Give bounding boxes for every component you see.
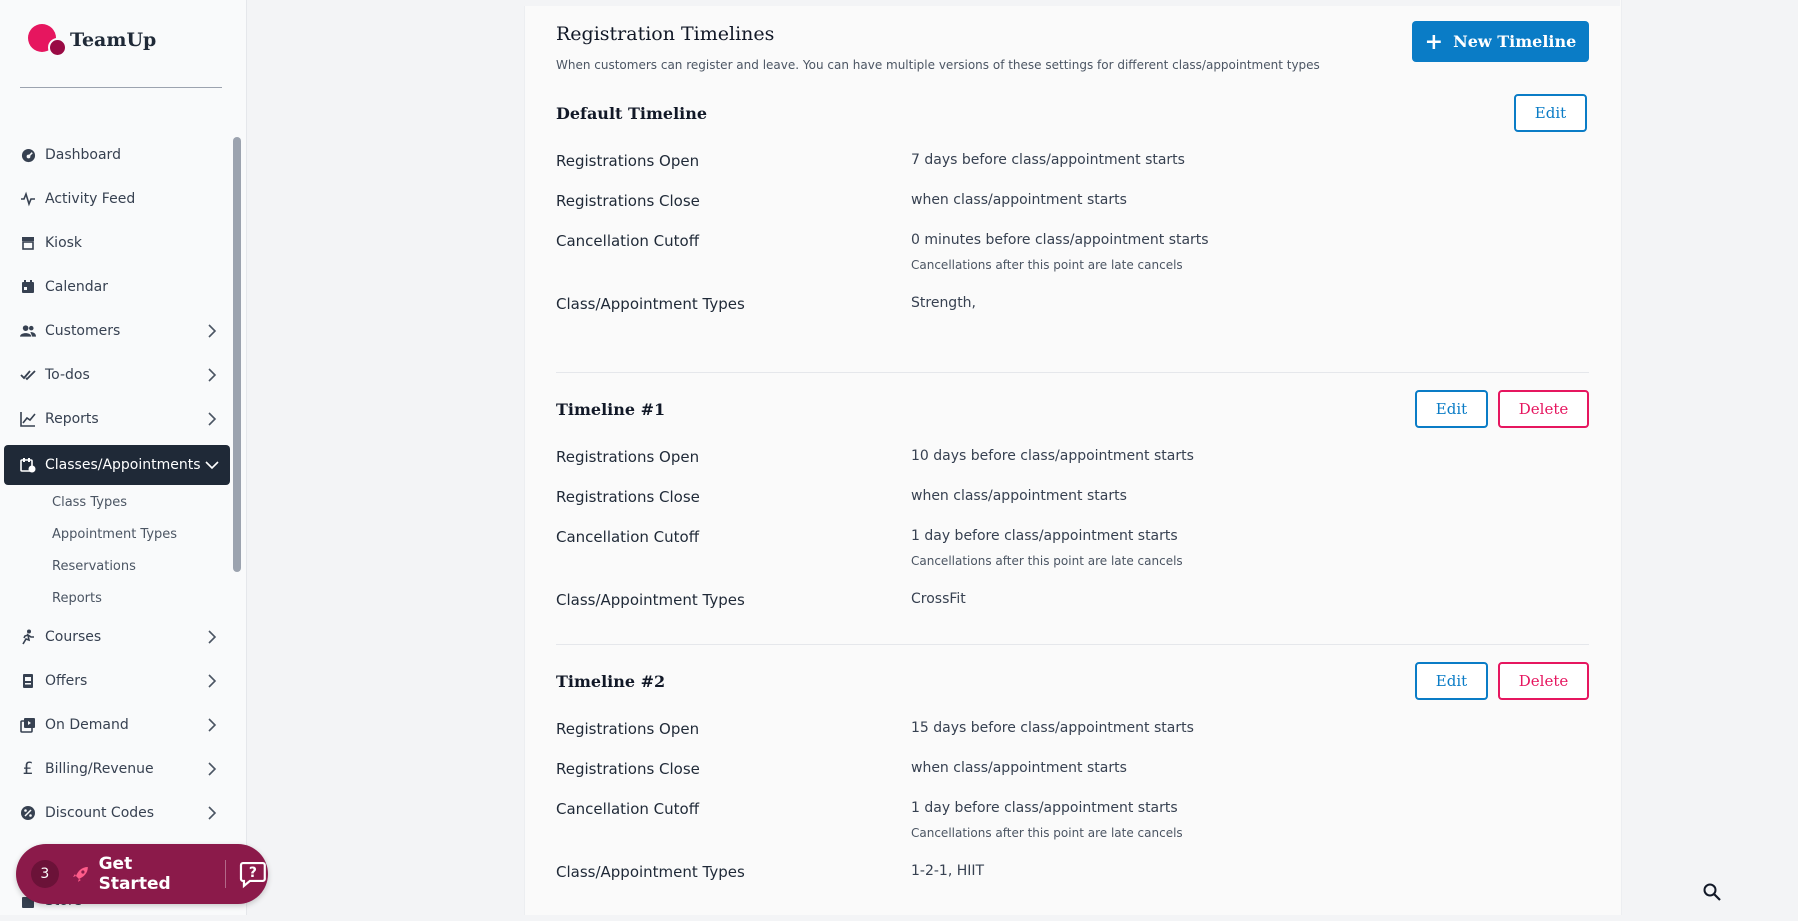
cancellation-cutoff-value: 1 day before class/appointment starts: [911, 800, 1178, 816]
delete-timeline-1-button[interactable]: Delete: [1498, 390, 1589, 428]
sidebar-item-label: Activity Feed: [45, 191, 136, 207]
class-appointment-types-value: 1-2-1, HIIT: [911, 863, 985, 879]
sidebar-item-label: Discount Codes: [45, 805, 155, 821]
sidebar-item-label: Kiosk: [45, 235, 83, 251]
class-appointment-types-value: CrossFit: [911, 591, 966, 607]
sidebar: [0, 0, 258, 915]
search-icon[interactable]: [1702, 882, 1722, 902]
edit-timeline-2-button[interactable]: Edit: [1415, 662, 1488, 700]
section-divider: [556, 372, 1589, 373]
chevron-right-icon: [204, 717, 220, 733]
new-timeline-label: New Timeline: [1453, 32, 1577, 51]
registrations-open-label: Registrations Open: [556, 720, 700, 738]
sidebar-item-label: Dashboard: [45, 147, 121, 163]
cancellation-cutoff-value: 0 minutes before class/appointment starts: [911, 232, 1209, 248]
sidebar-item-label: Billing/Revenue: [45, 761, 154, 777]
teamup-logo-icon: [28, 24, 66, 56]
customers-icon: [20, 323, 36, 339]
plus-icon: +: [1424, 28, 1444, 55]
help-chat-icon[interactable]: [238, 859, 268, 889]
page-title: Registration Timelines: [556, 23, 775, 45]
registrations-open-value: 7 days before class/appointment starts: [911, 152, 1185, 168]
subnav-item-reservations[interactable]: Reservations: [52, 559, 136, 574]
sidebar-divider: [20, 87, 222, 88]
rocket-icon: [71, 864, 91, 884]
classes-icon: [20, 457, 36, 473]
cancellation-cutoff-note: Cancellations after this point are late cancels: [911, 258, 1183, 272]
cancellation-cutoff-label: Cancellation Cutoff: [556, 528, 700, 546]
pound-icon: £: [22, 759, 34, 779]
page-description: When customers can register and leave. You can have multiple versions of these settings for different class/appointment types: [556, 58, 1320, 72]
new-timeline-button[interactable]: [1412, 21, 1589, 62]
registrations-open-value: 15 days before class/appointment starts: [911, 720, 1194, 736]
get-started-label: Get Started: [98, 854, 171, 894]
cancellation-cutoff-value: 1 day before class/appointment starts: [911, 528, 1178, 544]
sidebar-item-kiosk[interactable]: [4, 223, 230, 263]
registrations-open-value: 10 days before class/appointment starts: [911, 448, 1194, 464]
edit-default-timeline-button[interactable]: Edit: [1514, 94, 1587, 132]
sidebar-item-label: Classes/Appointments: [45, 457, 201, 473]
cancellation-cutoff-note: Cancellations after this point are late cancels: [911, 826, 1183, 840]
sidebar-item-classes-appointments[interactable]: [4, 445, 230, 485]
subnav-item-class-types[interactable]: Class Types: [52, 495, 127, 510]
calendar-icon: [20, 279, 36, 295]
reports-icon: [20, 411, 36, 427]
registrations-close-label: Registrations Close: [556, 488, 700, 506]
sidebar-item-label: Offers: [45, 673, 88, 689]
on-demand-icon: [20, 717, 36, 733]
chevron-right-icon: [204, 411, 220, 427]
sidebar-scrollbar[interactable]: [233, 137, 241, 572]
timeline-title: Timeline #2: [556, 672, 666, 691]
chevron-right-icon: [204, 367, 220, 383]
registrations-close-value: when class/appointment starts: [911, 192, 1127, 208]
activity-icon: [20, 191, 36, 207]
sidebar-item-customers[interactable]: [4, 311, 230, 351]
delete-timeline-2-button[interactable]: Delete: [1498, 662, 1589, 700]
registrations-open-label: Registrations Open: [556, 152, 700, 170]
get-started-divider: [225, 860, 226, 888]
timeline-title: Default Timeline: [556, 104, 708, 123]
courses-icon: [20, 629, 36, 645]
cancellation-cutoff-note: Cancellations after this point are late cancels: [911, 554, 1183, 568]
sidebar-item-dashboard[interactable]: [4, 135, 230, 175]
todos-icon: [20, 367, 36, 383]
discount-icon: [20, 805, 36, 821]
offers-icon: [20, 673, 36, 689]
registrations-open-label: Registrations Open: [556, 448, 700, 466]
dashboard-icon: [20, 147, 36, 163]
subnav-item-reports[interactable]: Reports: [52, 591, 102, 606]
get-started-count-badge: 3: [31, 860, 59, 888]
class-appointment-types-label: Class/Appointment Types: [556, 591, 745, 609]
sidebar-item-activity-feed[interactable]: [4, 179, 230, 219]
get-started-widget[interactable]: [16, 844, 268, 904]
sidebar-item-reports[interactable]: [4, 399, 230, 439]
sidebar-item-label: On Demand: [45, 717, 129, 733]
sidebar-item-todos[interactable]: [4, 355, 230, 395]
sidebar-item-on-demand[interactable]: [4, 705, 230, 745]
timeline-title: Timeline #1: [556, 400, 666, 419]
section-divider: [556, 644, 1589, 645]
registrations-close-value: when class/appointment starts: [911, 488, 1127, 504]
registrations-close-label: Registrations Close: [556, 760, 700, 778]
sidebar-item-discount-codes[interactable]: [4, 793, 230, 833]
sidebar-item-label: Courses: [45, 629, 102, 645]
app-name: TeamUp: [70, 29, 157, 51]
registrations-close-label: Registrations Close: [556, 192, 700, 210]
cancellation-cutoff-label: Cancellation Cutoff: [556, 232, 700, 250]
chevron-right-icon: [204, 629, 220, 645]
chevron-right-icon: [204, 323, 220, 339]
sidebar-item-label: Calendar: [45, 279, 108, 295]
sidebar-item-label: Reports: [45, 411, 99, 427]
registrations-close-value: when class/appointment starts: [911, 760, 1127, 776]
svg-text:?: ?: [249, 864, 258, 881]
card-top-gap: [524, 0, 1620, 6]
chevron-right-icon: [204, 673, 220, 689]
class-appointment-types-label: Class/Appointment Types: [556, 295, 745, 313]
edit-timeline-1-button[interactable]: Edit: [1415, 390, 1488, 428]
kiosk-icon: [20, 235, 36, 251]
sidebar-item-label: To-dos: [45, 367, 90, 383]
sidebar-item-courses[interactable]: [4, 617, 230, 657]
sidebar-item-offers[interactable]: [4, 661, 230, 701]
sidebar-item-calendar[interactable]: [4, 267, 230, 307]
class-appointment-types-label: Class/Appointment Types: [556, 863, 745, 881]
chevron-right-icon: [204, 805, 220, 821]
chevron-down-icon: [204, 457, 220, 473]
cancellation-cutoff-label: Cancellation Cutoff: [556, 800, 700, 818]
sidebar-item-billing-revenue[interactable]: [4, 749, 230, 789]
chevron-right-icon: [204, 761, 220, 777]
subnav-item-appointment-types[interactable]: Appointment Types: [52, 527, 178, 542]
sidebar-item-label: Customers: [45, 323, 121, 339]
app-logo[interactable]: [28, 24, 156, 56]
class-appointment-types-value: Strength,: [911, 295, 977, 311]
